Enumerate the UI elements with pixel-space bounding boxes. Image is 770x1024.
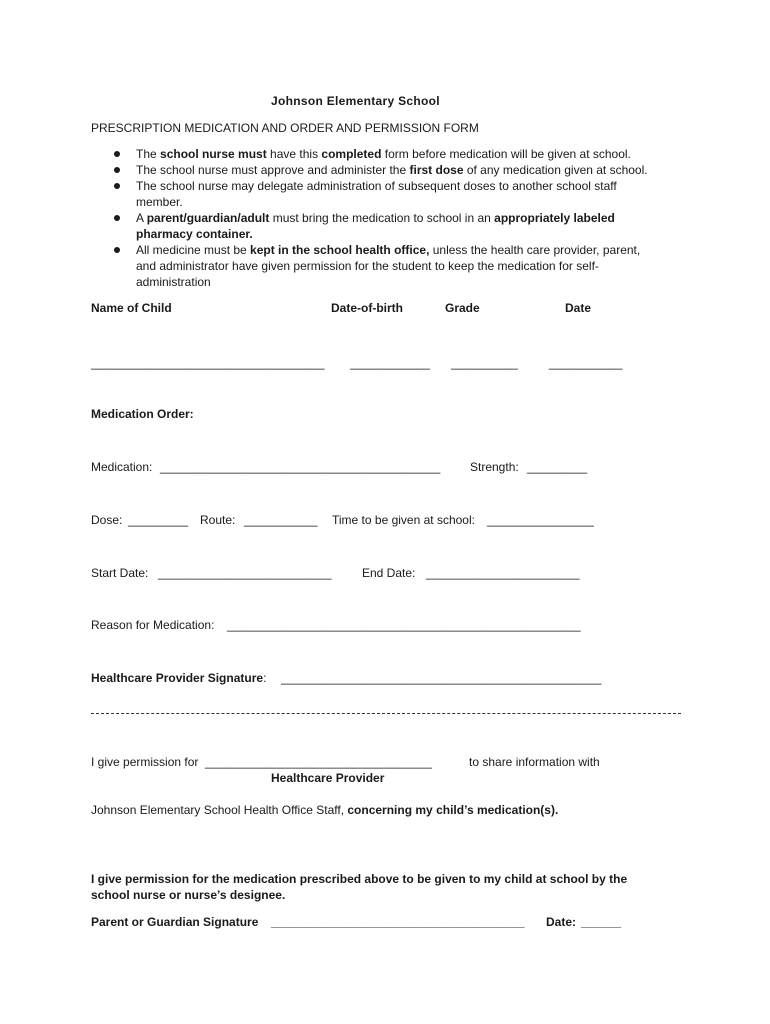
rule-item: A parent/guardian/adult must bring the medication to school in an appropriately labeled pharmacy container. (91, 210, 691, 242)
bullet-icon (114, 183, 120, 189)
share-info-text: to share information with (469, 755, 600, 769)
parent-date-field[interactable]: ______ (581, 915, 622, 929)
grade-label: Grade (445, 301, 480, 315)
dob-label: Date-of-birth (331, 301, 403, 315)
rule-item: The school nurse may delegate administration of subsequent doses to another school staff member. (91, 178, 691, 210)
route-label: Route: (200, 513, 236, 527)
time-field[interactable]: ________________ (487, 513, 594, 527)
provider-name-field[interactable]: __________________________________ (205, 755, 432, 769)
end-date-label: End Date: (362, 566, 416, 580)
start-date-label: Start Date: (91, 566, 149, 580)
school-name: Johnson Elementary School (271, 94, 440, 108)
cut-line-divider (91, 713, 681, 714)
form-title: PRESCRIPTION MEDICATION AND ORDER AND PERMISSION FORM (91, 121, 479, 135)
medication-order-heading: Medication Order: (91, 407, 194, 421)
date-label: Date (565, 301, 592, 315)
healthcare-provider-caption: Healthcare Provider (271, 771, 385, 785)
child-name-field[interactable]: ___________________________________ (91, 356, 325, 370)
rules-list (91, 146, 691, 290)
health-office-statement: Johnson Elementary School Health Office Staff, concerning my child’s medication(s). (91, 803, 559, 817)
rule-item: The school nurse must approve and administer the first dose of any medication given at school. (91, 162, 691, 178)
name-of-child-label: Name of Child (91, 301, 172, 315)
time-label: Time to be given at school: (332, 513, 475, 527)
route-field[interactable]: ___________ (244, 513, 318, 527)
dose-label: Dose: (91, 513, 123, 527)
strength-field[interactable]: _________ (527, 460, 588, 474)
date-field[interactable]: ___________ (549, 356, 623, 370)
strength-label: Strength: (470, 460, 519, 474)
provider-signature-label: Healthcare Provider Signature: (91, 671, 267, 685)
bullet-icon (114, 247, 120, 253)
reason-label: Reason for Medication: (91, 618, 215, 632)
dob-field[interactable]: ____________ (350, 356, 431, 370)
provider-signature-field[interactable]: ________________________________________________ (281, 671, 602, 685)
parent-signature-label: Parent or Guardian Signature (91, 915, 259, 929)
grade-field[interactable]: __________ (451, 356, 518, 370)
bullet-icon (114, 215, 120, 221)
bullet-icon (114, 167, 120, 173)
reason-field[interactable]: _____________________________________________________ (227, 618, 581, 632)
rule-item: The school nurse must have this completed form before medication will be given at school. (91, 146, 691, 162)
rule-item: All medicine must be kept in the school health office, unless the health care provider, parent, and administrator have given permission for the student to keep the medication for self- administration (91, 242, 691, 290)
medication-field[interactable]: __________________________________________ (160, 460, 441, 474)
parent-signature-field[interactable]: ______________________________________ (271, 915, 525, 929)
consent-statement-line1: I give permission for the medication prescribed above to be given to my child at school by the (91, 872, 628, 886)
parent-date-label: Date: (546, 915, 577, 929)
start-date-field[interactable]: __________________________ (158, 566, 332, 580)
end-date-field[interactable]: _______________________ (426, 566, 580, 580)
medication-label: Medication: (91, 460, 153, 474)
permission-label: I give permission for (91, 755, 199, 769)
dose-field[interactable]: _________ (128, 513, 189, 527)
consent-statement-line2: school nurse or nurse’s designee. (91, 888, 286, 902)
bullet-icon (114, 151, 120, 157)
